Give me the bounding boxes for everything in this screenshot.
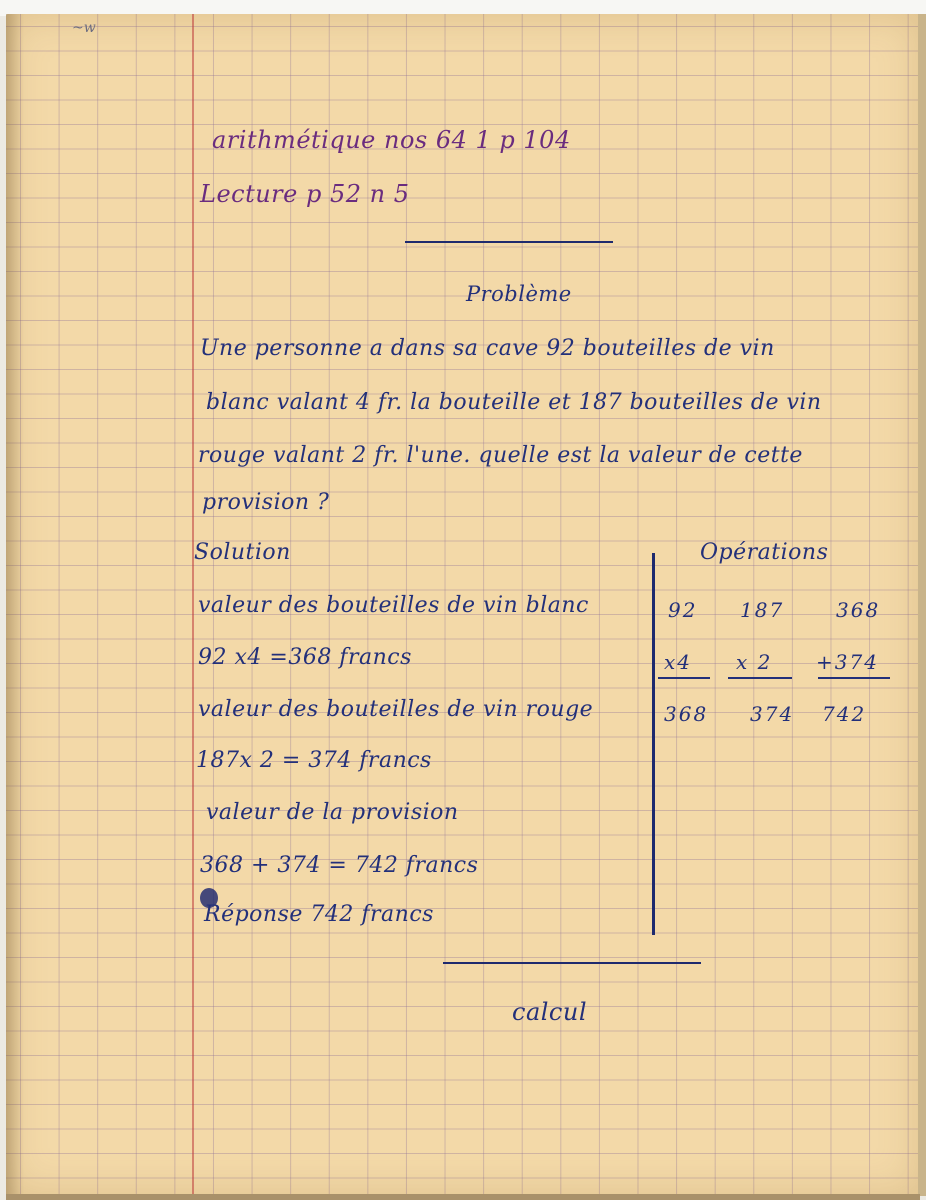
op1-rule: [658, 677, 710, 679]
operations-heading: Opérations: [700, 540, 829, 565]
problem-line-3: rouge valant 2 fr. l'une. quelle est la valeur de cette: [198, 443, 803, 468]
solution-answer: Réponse 742 francs: [204, 902, 434, 927]
op3-operator: +374: [816, 650, 879, 674]
problem-line-1: Une personne a dans sa cave 92 bouteilles de vin: [200, 336, 775, 361]
solution-line-1: valeur des bouteilles de vin blanc: [198, 593, 589, 618]
problem-line-2: blanc valant 4 fr. la bouteille et 187 bouteilles de vin: [206, 390, 822, 415]
op1-top: 92: [668, 598, 698, 622]
op1-operator: x4: [664, 650, 693, 674]
op2-result: 374: [750, 702, 795, 726]
assignment-reading: Lecture p 52 n 5: [200, 180, 410, 208]
corner-pencil-mark: ~w: [72, 20, 96, 36]
solution-line-3: valeur des bouteilles de vin rouge: [198, 697, 594, 722]
op2-operator: x 2: [736, 650, 773, 674]
op3-result: 742: [822, 702, 867, 726]
problem-line-4: provision ?: [202, 490, 330, 515]
solution-line-6: 368 + 374 = 742 francs: [200, 853, 479, 878]
solution-heading: Solution: [194, 540, 291, 565]
page-right-edge: [918, 14, 926, 1196]
op3-rule: [818, 677, 890, 679]
calcul-heading: calcul: [512, 998, 587, 1026]
operations-divider: [652, 553, 655, 935]
problem-heading: Problème: [466, 282, 572, 306]
op2-rule: [728, 677, 792, 679]
separator-line-top: [405, 241, 613, 243]
page-bottom-edge: [6, 1194, 920, 1200]
red-margin-line: [192, 14, 194, 1196]
solution-line-2: 92 x4 =368 francs: [198, 645, 412, 670]
op3-top: 368: [836, 598, 881, 622]
assignment-arithmetic: arithmétique nos 64 1 p 104: [212, 126, 571, 154]
separator-line-bottom: [443, 962, 701, 964]
op1-result: 368: [664, 702, 709, 726]
solution-line-5: valeur de la provision: [206, 800, 459, 825]
solution-line-4: 187x 2 = 374 francs: [196, 748, 432, 773]
op2-top: 187: [740, 598, 785, 622]
